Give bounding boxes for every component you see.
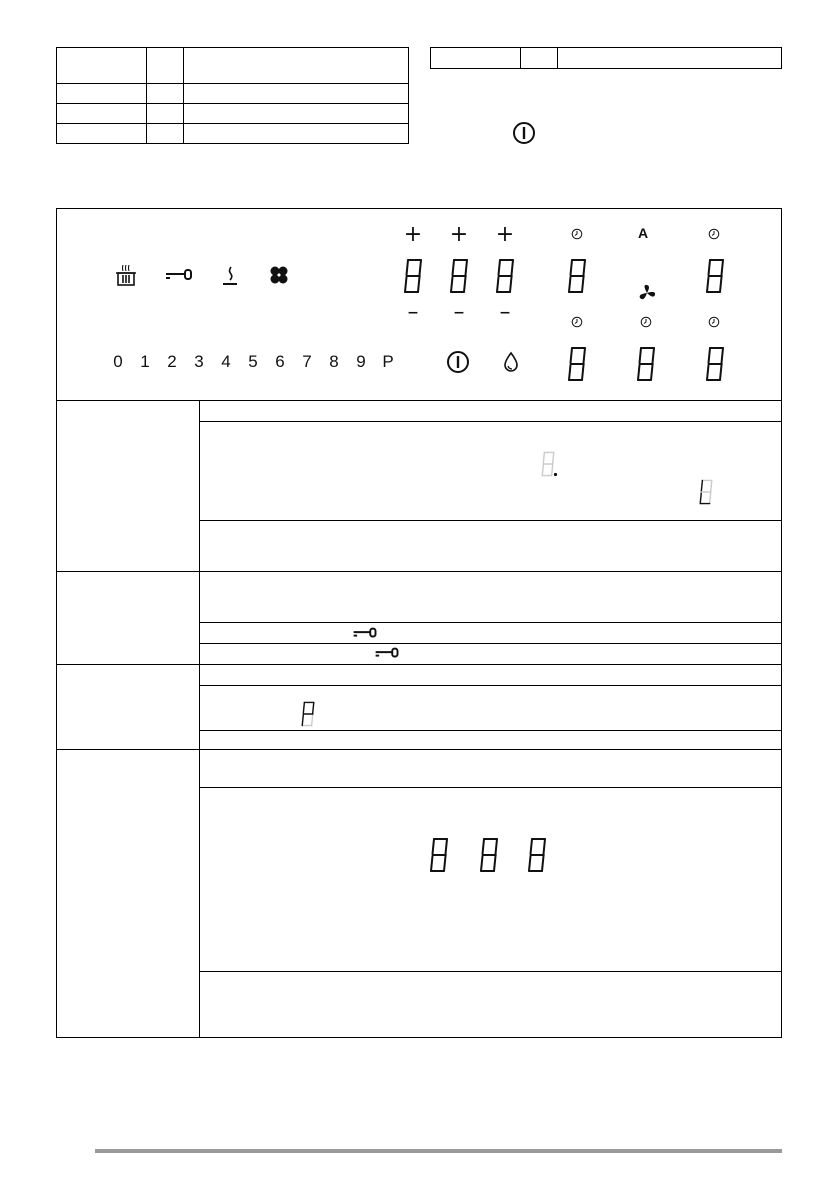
top-right-table-col-line — [557, 47, 558, 69]
timer-icon — [708, 316, 720, 328]
plus-button[interactable]: + — [495, 222, 515, 247]
seven-segment-letter-p — [299, 701, 317, 727]
fan-small-icon — [636, 282, 658, 304]
group-separator — [56, 664, 782, 665]
seven-segment-digit — [448, 258, 470, 294]
row-separator — [199, 520, 782, 521]
auto-mode-label[interactable]: A — [638, 225, 649, 241]
minus-button[interactable]: – — [453, 300, 465, 325]
level-label[interactable]: 1 — [140, 352, 150, 371]
odour-filter-icon[interactable] — [501, 350, 521, 374]
instructions-table-col-line — [199, 400, 200, 1038]
decimal-dot — [553, 472, 558, 477]
level-label[interactable]: 0 — [113, 352, 123, 371]
seven-segment-letter-l — [697, 479, 715, 505]
fan-icon[interactable] — [268, 264, 290, 286]
timer-icon — [571, 316, 583, 328]
timer-icon — [571, 228, 583, 240]
light-icon[interactable] — [220, 263, 240, 287]
level-label[interactable]: 9 — [356, 352, 366, 371]
key-lock-icon — [370, 646, 404, 660]
level-label[interactable]: 6 — [275, 352, 285, 371]
plus-button[interactable]: + — [449, 222, 469, 247]
row-separator — [199, 787, 782, 788]
minus-button[interactable]: – — [499, 300, 511, 325]
top-right-table — [430, 47, 782, 69]
row-separator — [199, 685, 782, 686]
seven-segment-digit — [494, 258, 516, 294]
row-separator — [199, 730, 782, 731]
timer-icon — [640, 316, 652, 328]
seven-segment-digit — [526, 837, 548, 873]
seven-segment-digit — [428, 837, 450, 873]
seven-segment-digit — [704, 346, 726, 382]
level-label[interactable]: 5 — [248, 352, 258, 371]
footer-rule — [95, 1149, 782, 1153]
row-separator — [199, 971, 782, 972]
level-label[interactable]: 8 — [329, 352, 339, 371]
top-left-table-col-line — [146, 47, 147, 144]
top-right-table-col-line — [520, 47, 521, 69]
row-separator — [199, 622, 782, 623]
seven-segment-digit — [402, 258, 424, 294]
instructions-table — [56, 400, 782, 1038]
level-label[interactable]: 7 — [302, 352, 312, 371]
power-icon[interactable] — [446, 350, 470, 374]
key-lock-icon — [348, 626, 382, 640]
row-separator — [199, 643, 782, 644]
key-lock-icon[interactable] — [164, 267, 194, 283]
plus-button[interactable]: + — [403, 222, 423, 247]
level-label[interactable]: 2 — [167, 352, 177, 371]
seven-segment-digit — [704, 258, 726, 294]
seven-segment-digit — [566, 346, 588, 382]
group-separator — [56, 749, 782, 750]
grease-filter-icon[interactable] — [114, 263, 138, 287]
power-icon — [512, 121, 536, 145]
minus-button[interactable]: – — [407, 300, 419, 325]
top-left-table-row-line — [56, 103, 409, 104]
top-left-table-row-line — [56, 83, 409, 84]
group-separator — [56, 571, 782, 572]
level-label[interactable]: P — [382, 352, 394, 371]
top-left-table-row-line — [56, 123, 409, 124]
top-left-table — [56, 47, 409, 144]
timer-icon — [708, 228, 720, 240]
level-label[interactable]: 4 — [221, 352, 231, 371]
top-left-table-col-line — [183, 47, 184, 144]
seven-segment-digit — [478, 837, 500, 873]
seven-segment-digit — [635, 346, 657, 382]
row-separator — [199, 421, 782, 422]
seven-segment-digit — [566, 258, 588, 294]
level-label[interactable]: 3 — [194, 352, 204, 371]
